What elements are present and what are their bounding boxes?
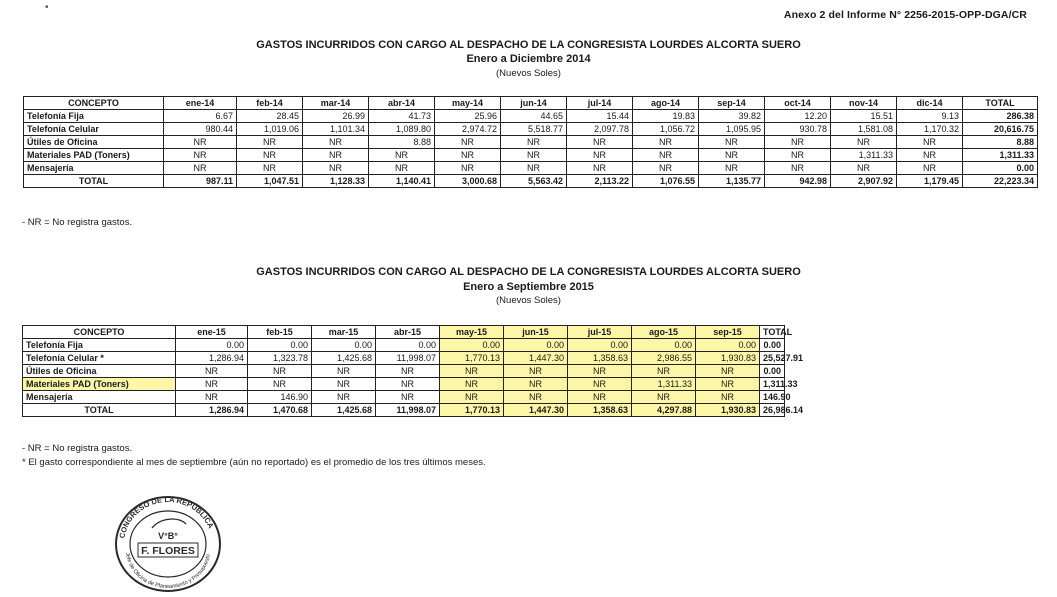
row-total-cell: 286.38 [963,110,1038,123]
table-cell: NR [765,136,831,149]
table-cell: 1,056.72 [633,123,699,136]
table-cell: 1,170.32 [897,123,963,136]
column-header: TOTAL [760,326,785,339]
table-cell: 2,986.55 [632,352,696,365]
table-cell: NR [568,365,632,378]
column-header: jun-14 [501,97,567,110]
total-cell: 26,986.14 [760,404,785,417]
row-total-cell: 20,616.75 [963,123,1038,136]
column-header: TOTAL [963,97,1038,110]
table-cell: NR [435,162,501,175]
table-cell: NR [831,162,897,175]
table-cell: 1,089.80 [369,123,435,136]
table-cell: NR [632,391,696,404]
table-cell: 1,311.33 [831,149,897,162]
table-cell: 1,286.94 [176,352,248,365]
table-cell: NR [567,162,633,175]
table-cell: 146.90 [248,391,312,404]
column-header: nov-14 [831,97,897,110]
section2-note-september: * El gasto correspondiente al mes de septiembre (aún no reportado) es el promedio de los tres últimos meses. [22,457,486,468]
table-cell: 0.00 [176,339,248,352]
column-header: mar-15 [312,326,376,339]
table-cell: NR [440,365,504,378]
section1-title: GASTOS INCURRIDOS CON CARGO AL DESPACHO DE LA CONGRESISTA LOURDES ALCORTA SUERO [256,39,801,51]
row-total-cell: 0.00 [760,365,785,378]
row-total-cell: 1,311.33 [760,378,785,391]
table-cell: 930.78 [765,123,831,136]
column-header: abr-14 [369,97,435,110]
table-cell: 1,095.95 [699,123,765,136]
total-cell: 1,135.77 [699,175,765,188]
column-header: jun-15 [504,326,568,339]
column-header: feb-15 [248,326,312,339]
table-cell: NR [633,136,699,149]
table-cell: 1,019.06 [237,123,303,136]
total-label: TOTAL [24,175,164,188]
svg-text:V°B°: V°B° [158,531,178,541]
table-cell: NR [699,149,765,162]
row-label: Telefonía Celular [24,123,164,136]
table-cell: NR [164,162,237,175]
table-cell: 19.83 [633,110,699,123]
table-cell: NR [435,136,501,149]
table-cell: 8.88 [369,136,435,149]
table-cell: 1,581.08 [831,123,897,136]
table-cell: NR [312,365,376,378]
row-label: Materiales PAD (Toners) [23,378,176,391]
table-cell: 0.00 [696,339,760,352]
row-label: Telefonía Celular * [23,352,176,365]
table-cell: NR [248,365,312,378]
section2-subtitle: Enero a Septiembre 2015 [463,281,594,293]
expenses-table-2015 [22,325,804,417]
total-cell: 2,113.22 [567,175,633,188]
total-cell: 1,047.51 [237,175,303,188]
table-cell: NR [501,149,567,162]
table-cell: 1,770.13 [440,352,504,365]
table-cell: NR [897,136,963,149]
table-cell: NR [237,136,303,149]
table-cell: NR [440,378,504,391]
row-total-cell: 25,527.91 [760,352,785,365]
table-cell: 2,097.78 [567,123,633,136]
table-cell: 0.00 [376,339,440,352]
column-header-concepto: CONCEPTO [23,326,176,339]
row-total-cell: 8.88 [963,136,1038,149]
approval-seal-stamp [108,488,226,593]
svg-text:Jefe de Oficina de Planeamient: Jefe de Oficina de Planeamiento y Presupuesto [124,552,212,591]
table-cell: NR [501,162,567,175]
column-header: oct-14 [765,97,831,110]
table-cell: 28.45 [237,110,303,123]
total-cell: 1,128.33 [303,175,369,188]
total-cell: 4,297.88 [632,404,696,417]
row-total-cell: 0.00 [760,339,785,352]
table-cell: 26.99 [303,110,369,123]
table-cell: NR [248,378,312,391]
row-total-cell: 0.00 [963,162,1038,175]
section1-units: (Nuevos Soles) [496,68,561,79]
table-cell: 1,101.34 [303,123,369,136]
table-cell: 1,930.83 [696,352,760,365]
total-cell: 11,998.07 [376,404,440,417]
table-cell: 11,998.07 [376,352,440,365]
table-cell: NR [312,378,376,391]
table-cell: NR [897,149,963,162]
row-total-cell: 146.90 [760,391,785,404]
section2-note-nr: - NR = No registra gastos. [22,443,133,454]
row-label: Telefonía Fija [23,339,176,352]
table-cell: 1,358.63 [568,352,632,365]
table-cell: 0.00 [312,339,376,352]
total-label: TOTAL [23,404,176,417]
table-cell: NR [376,365,440,378]
total-cell: 2,907.92 [831,175,897,188]
table-cell: 41.73 [369,110,435,123]
table-cell: NR [567,149,633,162]
table-row [24,110,1038,123]
expenses-table-2014 [23,96,1038,188]
table-row [23,365,785,378]
table-cell: NR [369,149,435,162]
table-cell: NR [568,391,632,404]
table-cell: NR [369,162,435,175]
table-cell: 5,518.77 [501,123,567,136]
table-cell: NR [164,136,237,149]
table-cell: NR [831,136,897,149]
table-row [23,391,785,404]
column-header: ago-15 [632,326,696,339]
table-cell: NR [696,378,760,391]
total-cell: 1,770.13 [440,404,504,417]
column-header-concepto: CONCEPTO [24,97,164,110]
table-cell: NR [699,136,765,149]
scan-mark: • [45,2,49,13]
table-cell: NR [633,149,699,162]
table-cell: NR [504,365,568,378]
table-cell: NR [897,162,963,175]
table-cell: NR [765,149,831,162]
table-cell: NR [504,391,568,404]
table-cell: NR [765,162,831,175]
total-cell: 3,000.68 [435,175,501,188]
table-cell: 15.44 [567,110,633,123]
table-cell: 1,323.78 [248,352,312,365]
table-cell: NR [303,162,369,175]
table-cell: NR [567,136,633,149]
total-cell: 987.11 [164,175,237,188]
table-cell: NR [376,391,440,404]
total-cell: 1,470.68 [248,404,312,417]
row-total-cell: 1,311.33 [963,149,1038,162]
row-label: Útiles de Oficina [23,365,176,378]
table-cell: NR [696,365,760,378]
row-label: Materiales PAD (Toners) [24,149,164,162]
column-header: sep-15 [696,326,760,339]
table-cell: NR [501,136,567,149]
svg-text:F. FLORES: F. FLORES [141,545,195,557]
table-cell: NR [504,378,568,391]
table-cell: 1,311.33 [632,378,696,391]
table-cell: NR [699,162,765,175]
total-cell: 1,358.63 [568,404,632,417]
total-cell: 1,425.68 [312,404,376,417]
annex-reference: Anexo 2 del Informe N° 2256-2015-OPP-DGA/CR [783,9,1027,21]
section2-units: (Nuevos Soles) [496,295,561,306]
table-cell: 0.00 [632,339,696,352]
table-cell: 1,425.68 [312,352,376,365]
column-header: may-14 [435,97,501,110]
table-cell: 25.96 [435,110,501,123]
total-cell: 1,447.30 [504,404,568,417]
total-cell: 22,223.34 [963,175,1038,188]
total-cell: 942.98 [765,175,831,188]
table-cell: 12.20 [765,110,831,123]
table-cell: 1,447.30 [504,352,568,365]
table-cell: 39.82 [699,110,765,123]
table-cell: NR [303,149,369,162]
total-cell: 5,563.42 [501,175,567,188]
column-header: feb-14 [237,97,303,110]
table-row [23,378,785,391]
column-header: sep-14 [699,97,765,110]
table-row [24,136,1038,149]
column-header: dic-14 [897,97,963,110]
column-header: ene-15 [176,326,248,339]
table-cell: 0.00 [440,339,504,352]
total-cell: 1,286.94 [176,404,248,417]
table-cell: 0.00 [504,339,568,352]
table-cell: NR [312,391,376,404]
table-cell: NR [568,378,632,391]
section2-title: GASTOS INCURRIDOS CON CARGO AL DESPACHO DE LA CONGRESISTA LOURDES ALCORTA SUERO [256,266,801,278]
column-header: mar-14 [303,97,369,110]
table-cell: NR [632,365,696,378]
table-cell: NR [303,136,369,149]
table-cell: 0.00 [248,339,312,352]
table-row [24,149,1038,162]
table-cell: 0.00 [568,339,632,352]
table-cell: NR [696,391,760,404]
row-label: Útiles de Oficina [24,136,164,149]
table-cell: NR [440,391,504,404]
column-header: may-15 [440,326,504,339]
table-cell: NR [164,149,237,162]
column-header: ago-14 [633,97,699,110]
table-cell: NR [435,149,501,162]
table-cell: 15.51 [831,110,897,123]
row-label: Telefonía Fija [24,110,164,123]
table-cell: 980.44 [164,123,237,136]
row-label: Mensajería [24,162,164,175]
table-cell: NR [176,391,248,404]
table-cell: NR [176,378,248,391]
total-row [23,404,785,417]
column-header: jul-14 [567,97,633,110]
table-cell: NR [237,162,303,175]
column-header: jul-15 [568,326,632,339]
svg-text:CONGRESO DE LA REPÚBLICA: CONGRESO DE LA REPÚBLICA [117,494,216,540]
table-cell: 6.67 [164,110,237,123]
total-cell: 1,076.55 [633,175,699,188]
table-cell: NR [176,365,248,378]
table-cell: NR [237,149,303,162]
total-cell: 1,140.41 [369,175,435,188]
table-row [24,123,1038,136]
table-cell: 2,974.72 [435,123,501,136]
table-cell: 44.65 [501,110,567,123]
table-row [24,162,1038,175]
section1-subtitle: Enero a Diciembre 2014 [466,53,591,65]
section1-note: - NR = No registra gastos. [22,217,133,228]
column-header: ene-14 [164,97,237,110]
total-row [24,175,1038,188]
table-cell: NR [633,162,699,175]
table-cell: NR [376,378,440,391]
total-cell: 1,179.45 [897,175,963,188]
table-row [23,352,785,365]
table-cell: 9.13 [897,110,963,123]
total-cell: 1,930.83 [696,404,760,417]
column-header: abr-15 [376,326,440,339]
table-row [23,339,785,352]
row-label: Mensajería [23,391,176,404]
